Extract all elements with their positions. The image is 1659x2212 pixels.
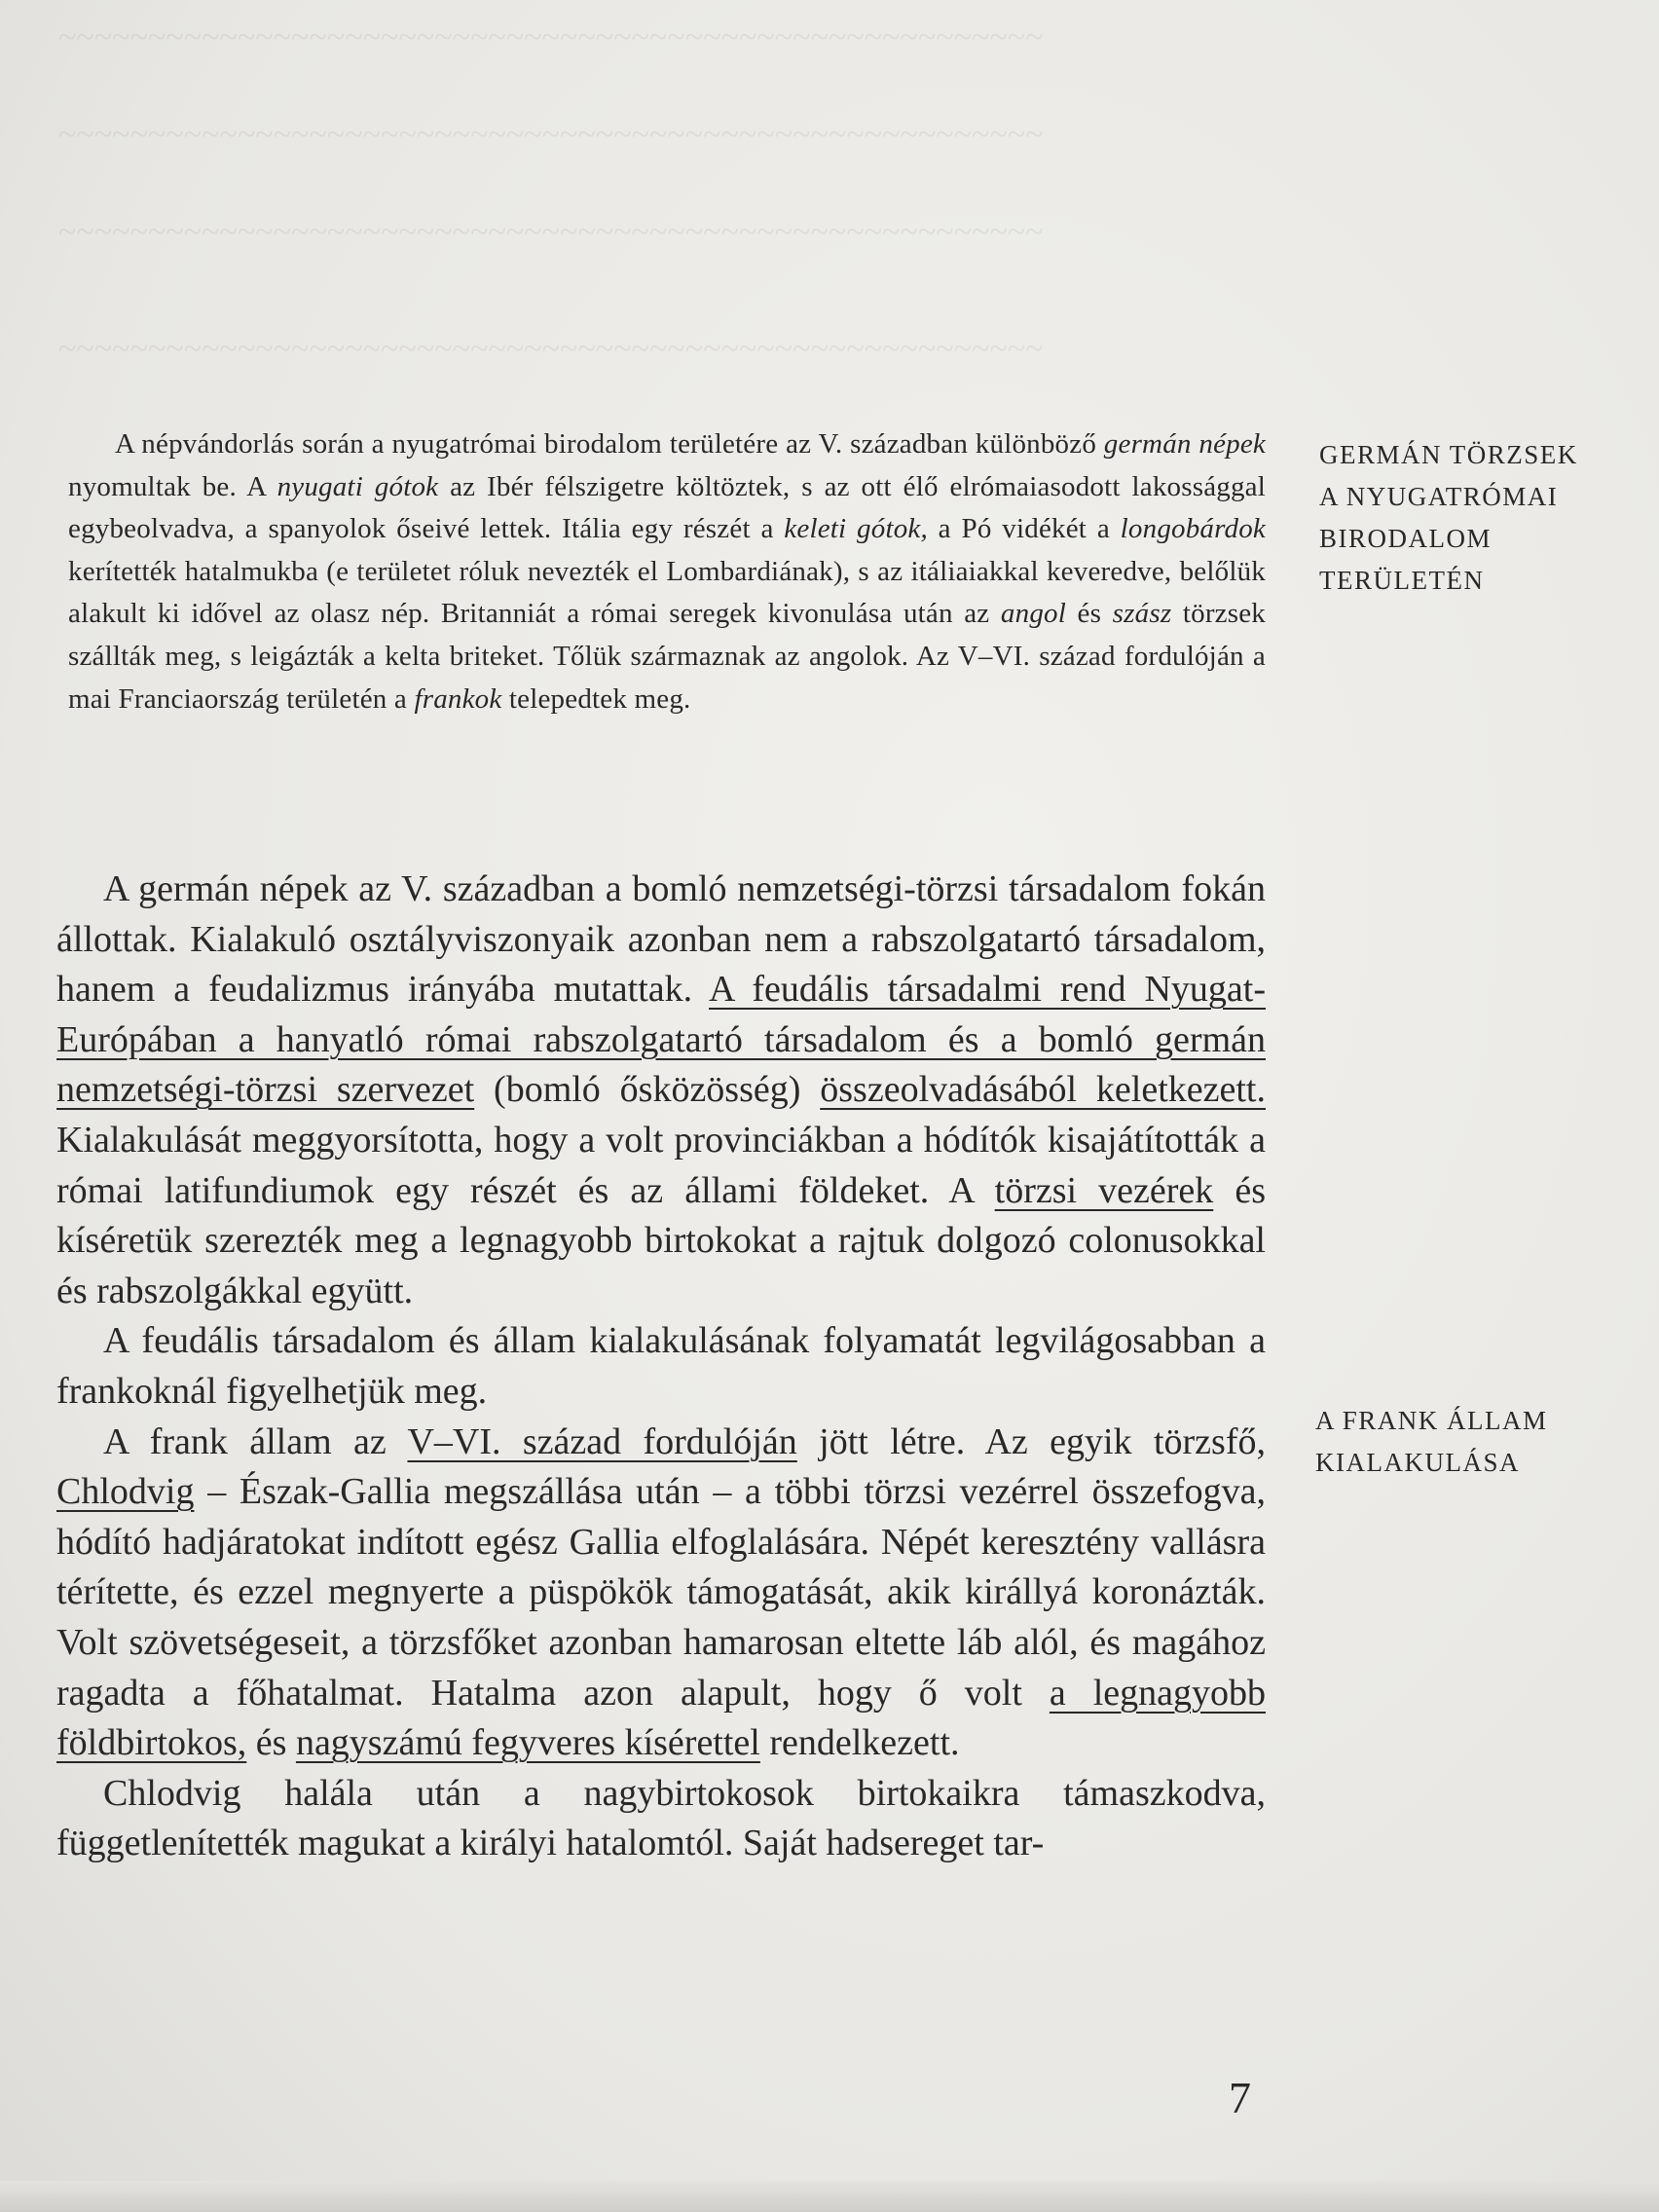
main-paragraph-3 bbox=[56, 1418, 1266, 1769]
intro-text: törzsek szállták meg, s leigázták a kelta briteket. Tőlük származnak az angolok. Az V–VI. század fordulóján a mai Franciaország területén a bbox=[68, 598, 1267, 715]
main-text bbox=[56, 865, 1266, 1869]
margin-heading-line: BIRODALOM bbox=[1319, 524, 1493, 553]
intro-italic-term: nyugati gótok bbox=[276, 470, 439, 502]
page-number: 7 bbox=[1229, 2073, 1251, 2122]
margin-heading-line: A FRANK ÁLLAM bbox=[1315, 1406, 1548, 1435]
margin-heading-german-tribes bbox=[1319, 434, 1631, 602]
underlined-phrase: Chlodvig bbox=[56, 1471, 195, 1513]
margin-heading-line: GERMÁN TÖRZSEK bbox=[1319, 440, 1578, 469]
body-text: – Észak-Gallia megszállása után – a többi törzsi vezérrel összefogva, hódító hadjáratokat indított egész Gallia elfoglalására. Népét keresztény vallásra térítette, és ezzel megnyerte a püspökök támogatását, akik királlyá koronázták. Volt szövetségeseit, a törzsfőket azonban hamarosan eltette láb alól, és magához ragadta a főhatalmat. Hatalma azon alapult, hogy ő volt bbox=[56, 1471, 1266, 1714]
page-bottom-edge bbox=[0, 2181, 1659, 2212]
intro-text: kerítették hatalmukba (e területet róluk nevezték el Lombardiának), s az itáliaiakkal keveredve, belőlük alakult ki idővel az olasz nép. Britanniát a római seregek kivonulása után az bbox=[68, 555, 1266, 630]
bleed-through-text: ~~~~~~~~~~~~~~~~~~~~~~~~~~~~~~~~~~~~~~~~~~~~~~~~~~~~~~~ bbox=[58, 331, 1044, 367]
bleed-through-text: ~~~~~~~~~~~~~~~~~~~~~~~~~~~~~~~~~~~~~~~~~~~~~~~~~~~~~~~ bbox=[58, 19, 1044, 55]
underlined-phrase: összeolvadásából keletkezett. bbox=[820, 1069, 1266, 1111]
intro-italic-term: angol bbox=[1000, 598, 1066, 630]
intro-italic-term: keleti gótok, bbox=[784, 513, 928, 545]
body-text: A germán népek az V. században a bomló nemzetségi-törzsi társadalom fokán állottak. Kialakuló osztályviszonyaik azonban nem a rabszolgatartó társadalom, hanem a feudalizmus irányába mutattak. bbox=[56, 868, 1266, 1011]
intro-italic-term: frankok bbox=[414, 682, 502, 715]
body-text: Kialakulását meggyorsította, hogy a volt provinciákban a hódítók kisajátították a római latifundiumok egy részét és az állami földeket. A bbox=[56, 1119, 1266, 1211]
body-text: A frank állam az bbox=[103, 1420, 408, 1462]
body-text: (bomló ősközösség) bbox=[474, 1069, 821, 1111]
intro-text: nyomultak be. A bbox=[68, 470, 277, 502]
underlined-phrase: a legnagyobb földbirtokos, bbox=[56, 1672, 1267, 1764]
underlined-phrase: törzsi vezérek bbox=[994, 1169, 1214, 1211]
underlined-phrase: nagyszámú fegyveres kísérettel bbox=[295, 1722, 760, 1764]
body-text: jött létre. Az egyik törzsfő, bbox=[796, 1420, 1266, 1462]
intro-paragraph bbox=[68, 424, 1266, 720]
intro-italic-term: szász bbox=[1112, 598, 1172, 630]
intro-text: a Pó vidékét a bbox=[927, 513, 1121, 545]
bleed-through-text: ~~~~~~~~~~~~~~~~~~~~~~~~~~~~~~~~~~~~~~~~~~~~~~~~~~~~~~~ bbox=[58, 117, 1044, 153]
main-paragraph-2: A feudális társadalom és állam kialakulásának folyamatát legvilágosabban a frankoknál figyelhetjük meg. bbox=[56, 1320, 1266, 1412]
intro-italic-term: germán népek bbox=[1103, 428, 1266, 460]
underlined-phrase: A feudális társadalmi rend Nyugat-Európában a hanyatló római rabszolgatartó társadalom és a bomló germán nemzetségi-törzsi szervezet bbox=[56, 969, 1266, 1111]
margin-heading-line: KIALAKULÁSA bbox=[1315, 1448, 1520, 1477]
intro-text: és bbox=[1065, 598, 1113, 630]
margin-heading-frankish-state bbox=[1315, 1400, 1627, 1484]
main-paragraph-4: Chlodvig halála után a nagybirtokosok birtokaikra támaszkodva, függetlenítették magukat a királyi hatalomtól. Saját hadsereget tar- bbox=[56, 1772, 1266, 1864]
body-text: és kíséretük szerezték meg a legnagyobb birtokokat a rajtuk dolgozó colonusokkal és rabszolgákkal együtt. bbox=[56, 1169, 1267, 1311]
margin-heading-line: TERÜLETÉN bbox=[1319, 566, 1485, 595]
intro-text: az Ibér félszigetre költöztek, s az ott élő elrómaiasodott lakossággal egybeolvadva, a spanyolok őseivé lettek. Itália egy részét a bbox=[68, 470, 1266, 545]
intro-text: A népvándorlás során a nyugatrómai birodalom területére az V. században különböző bbox=[115, 428, 1104, 460]
intro-italic-term: longobárdok bbox=[1120, 513, 1266, 545]
body-text: rendelkezett. bbox=[759, 1722, 960, 1764]
body-text: és bbox=[246, 1722, 296, 1764]
bleed-through-text: ~~~~~~~~~~~~~~~~~~~~~~~~~~~~~~~~~~~~~~~~~~~~~~~~~~~~~~~ bbox=[58, 214, 1044, 250]
intro-text: telepedtek meg. bbox=[501, 682, 691, 715]
underlined-phrase: V–VI. század fordulóján bbox=[407, 1420, 797, 1462]
main-paragraph-1 bbox=[56, 865, 1266, 1316]
margin-heading-line: A NYUGATRÓMAI bbox=[1319, 482, 1559, 511]
